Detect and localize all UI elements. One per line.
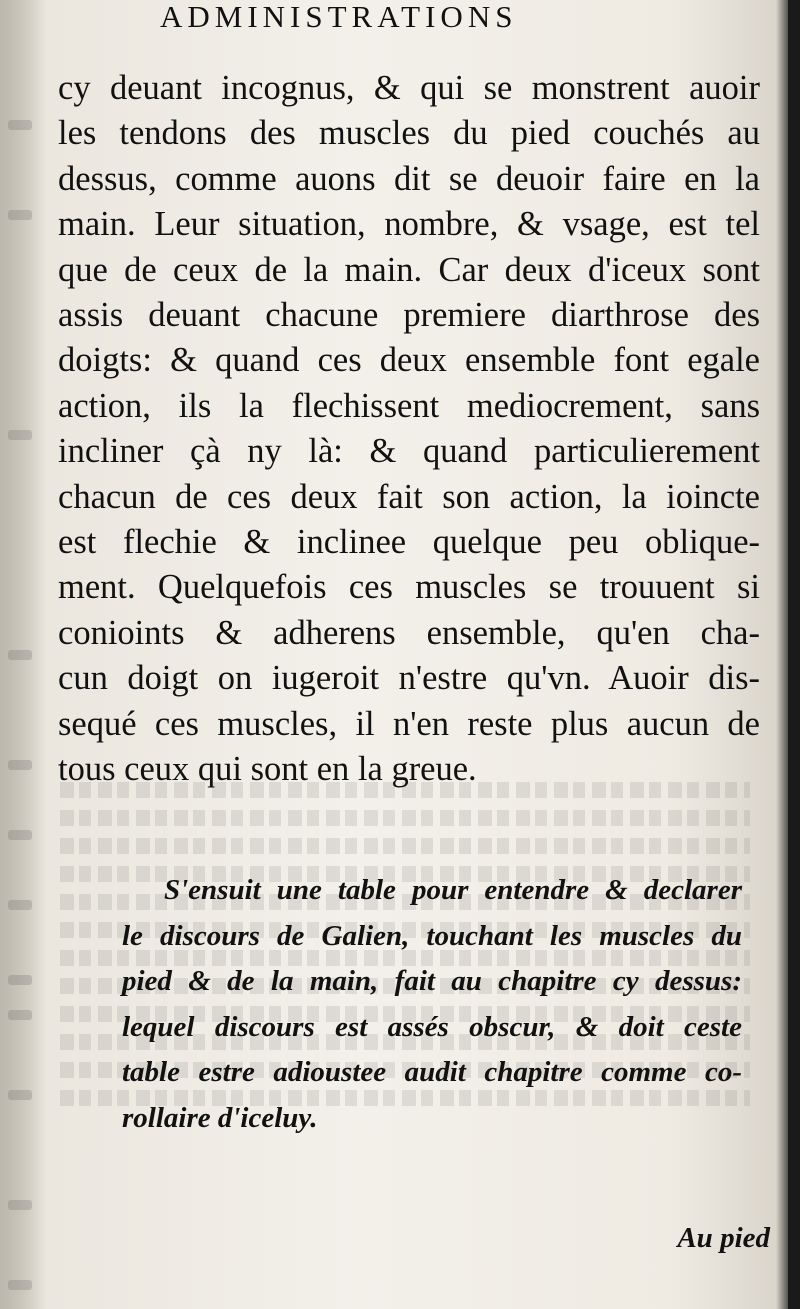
text-line: ment. Quelquefois ces muscles se trouuent si [58, 568, 760, 607]
running-header: ADMINISTRATIONS [160, 0, 518, 34]
text-line: sequé ces muscles, il n'en reste plus aucun de [58, 704, 760, 743]
text-line: cy deuant incognus, & qui se monstrent auoir [58, 69, 760, 107]
text-line: conioints & adherens ensemble, qu'en cha- [58, 613, 760, 652]
italic-line: rollaire d'iceluy. [122, 1101, 318, 1134]
text-line: dessus, comme auons dit se deuoir faire en la [58, 159, 760, 198]
italic-line: table estre adioustee audit chapitre comme co- [122, 1056, 742, 1088]
text-line: tous ceux qui sont en la greue. [58, 750, 477, 789]
catchword: Au pied [677, 1222, 770, 1254]
text-line: que de ceux de la main. Car deux d'iceux sont [58, 250, 760, 289]
italic-line: lequel discours est assés obscur, & doit ceste [122, 1010, 742, 1043]
italic-line: pied & de la main, fait au chapitre cy dessus: [122, 965, 742, 997]
italic-line: S'ensuit une table pour entendre & declarer [164, 874, 742, 906]
text-line: les tendons des muscles du pied couchés au [58, 114, 760, 153]
margin-bleed-marks [2, 0, 42, 1309]
text-line: action, ils la flechissent mediocrement, sans [58, 386, 760, 425]
text-line: main. Leur situation, nombre, & vsage, est tel [58, 205, 760, 244]
table-introduction-paragraph [122, 868, 742, 1141]
text-line: cun doigt on iugeroit n'estre qu'vn. Auoir dis- [58, 659, 760, 698]
text-line: est flechie & inclinee quelque peu oblique- [58, 523, 760, 562]
text-line: doigts: & quand ces deux ensemble font egale [58, 341, 760, 380]
text-line: incliner çà ny là: & quand particulierement [58, 432, 760, 471]
italic-line: le discours de Galien, touchant les muscles du [122, 919, 742, 952]
text-line: assis deuant chacune premiere diarthrose des [58, 296, 760, 335]
page-edge-shadow [776, 0, 788, 1309]
main-text-block [58, 66, 760, 793]
text-line: chacun de ces deux fait son action, la ioincte [58, 477, 760, 516]
